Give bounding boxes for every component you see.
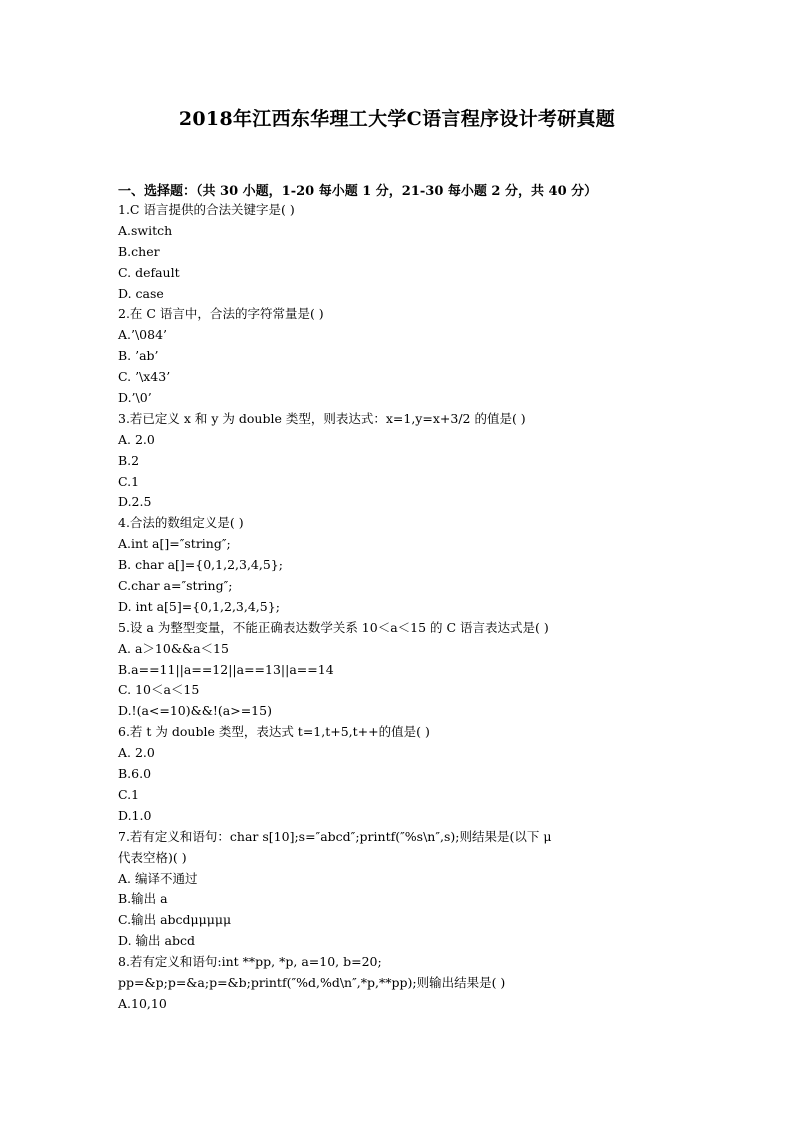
text-line: C.输出 abcdμμμμμ xyxy=(118,912,232,928)
text-line: A. 编译不通过 xyxy=(118,870,198,886)
text-line: C.1 xyxy=(118,786,140,802)
text-line: A.10,10 xyxy=(118,995,167,1011)
text-line: C. 10＜a＜15 xyxy=(118,682,200,698)
document-title: 2018年江西东华理工大学C语言程序设计考研真题 xyxy=(178,108,616,130)
section-heading: 一、选择题：（共 30 小题，1-20 每小题 1 分，21-30 每小题 2 分，共 40 分） xyxy=(118,184,598,199)
text-line: D.2.5 xyxy=(118,494,152,510)
text-line: 4.合法的数组定义是( ) xyxy=(118,515,244,531)
text-line: 8.若有定义和语句:int **pp, *p, a=10, b=20; xyxy=(118,954,382,970)
text-line: C. ’\x43’ xyxy=(118,369,171,385)
text-line: B.a==11||a==12||a==13||a==14 xyxy=(118,661,334,677)
text-line: 6.若 t 为 double 类型，表达式 t=1,t+5,t++的值是( ) xyxy=(118,724,430,740)
text-line: C.char a=″string″; xyxy=(118,578,233,594)
text-line: B. char a[]={0,1,2,3,4,5}; xyxy=(118,557,283,573)
question-list xyxy=(118,200,678,1015)
text-line: B. ’ab’ xyxy=(118,348,159,364)
text-line: pp=&p;p=&a;p=&b;printf(″%d,%d\n″,*p,**pp);则输出结果是( ) xyxy=(118,974,506,990)
text-line: 代表空格)( ) xyxy=(118,849,187,865)
text-line: D. case xyxy=(118,285,164,301)
text-line: C. default xyxy=(118,264,180,280)
text-line: B.6.0 xyxy=(118,766,152,782)
text-line: D. int a[5]={0,1,2,3,4,5}; xyxy=(118,598,280,614)
text-line: B.2 xyxy=(118,452,140,468)
text-line: A.int a[]=″string″; xyxy=(118,536,231,552)
text-line: A.switch xyxy=(118,222,173,238)
text-line: A. 2.0 xyxy=(118,745,155,761)
text-line: A. 2.0 xyxy=(118,431,155,447)
text-line: A.’\084’ xyxy=(118,327,168,343)
text-line: 5.设 a 为整型变量，不能正确表达数学关系 10＜a＜15 的 C 语言表达式是( ) xyxy=(118,619,549,635)
text-line: 2.在 C 语言中，合法的字符常量是( ) xyxy=(118,306,324,322)
text-line: D.’\0’ xyxy=(118,390,152,406)
text-line: C.1 xyxy=(118,473,140,489)
text-line: 3.若已定义 x 和 y 为 double 类型，则表达式：x=1,y=x+3/2 的值是( ) xyxy=(118,410,526,426)
text-line: B.cher xyxy=(118,243,160,259)
text-line: 1.C 语言提供的合法关键字是( ) xyxy=(118,202,295,217)
text-line: 7.若有定义和语句：char s[10];s=″abcd″;printf(″%s\n″,s);则结果是(以下 μ xyxy=(118,828,552,844)
text-line: B.输出 a xyxy=(118,891,168,907)
text-line: D.1.0 xyxy=(118,807,152,823)
text-line: D.!(a<=10)&&!(a>=15) xyxy=(118,703,272,719)
text-line: A. a＞10&&a＜15 xyxy=(118,640,229,656)
text-line: D. 输出 abcd xyxy=(118,933,195,949)
